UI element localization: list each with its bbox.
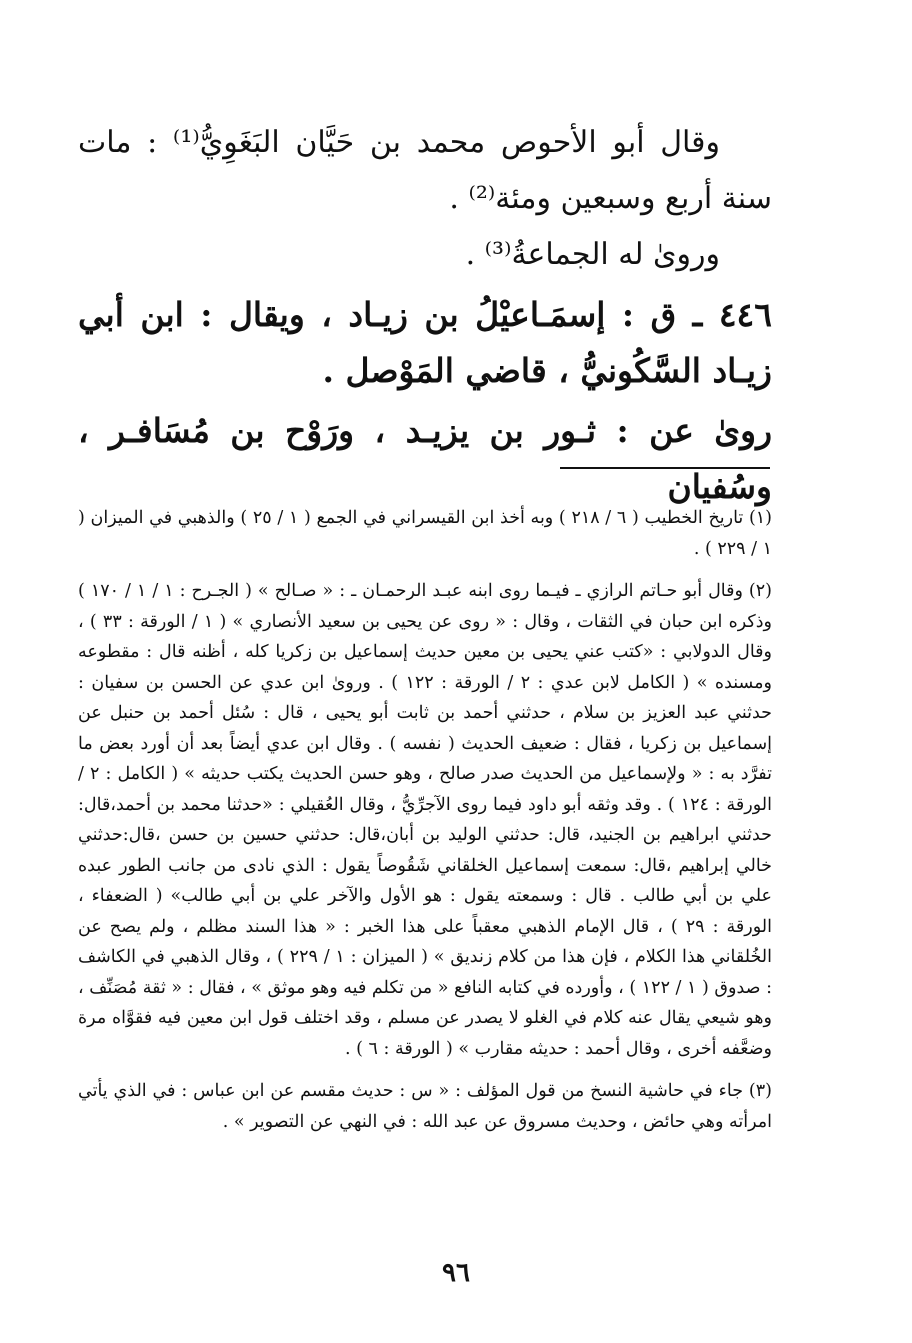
main-paragraph-3: روىٰ عن : ثـور بن يزيـد ، ورَوْح بن مُسَافـر ، وسُفيان <box>78 411 772 506</box>
main-text <box>78 115 772 515</box>
main-paragraph-2: وروىٰ له الجماعةُ⁽³⁾ . <box>465 237 720 272</box>
page-number: ٩٦ <box>442 1258 470 1288</box>
footnote-2: (٢) وقال أبو حـاتم الرازي ـ فيـما روى ابنه عبـد الرحمـان ـ : « صـالح » ( الجـرح : ١ / ١ / ١٧٠ ) وذكره ابن حبان في الثقات ، وقال : « روى عن يحيى بن سعيد الأنصاري » ( ١ / الورقة : ٣٣ ) ، وقال الدولابي : «كتب عني يحيى بن معين حديث إسماعيل بن زكريا كله ، أظنه قال : مقطوعه ومسنده » ( الكامل لابن عدي : ٢ / الورقة : ١٢٢ ) . وروىٰ ابن عدي عن الحسن بن سفيان : حدثني عبد العزيز بن سلام ، حدثني أحمد بن ثابت أبو يحيى ، قال : سُئل أحمد بن حنبل عن إسماعيل بن زكريا ، فقال : ضعيف الحديث ( نفسه ) . وقال ابن عدي أيضاً بعد أن أورد بعض ما تفرَّد به : « ولإسماعيل من الحديث صدر صالح ، وهو حسن الحديث يكتب حديثه » ( الكامل : ٢ / الورقة : ١٢٤ ) . وقد وثقه أبو داود فيما روى الآجرِّيُّ ، وقال العُقيلي : «حدثنا محمد بن أحمد،قال: حدثني ابراهيم بن الجنيد، قال: حدثني الوليد بن أبان،قال: حدثني حسين بن حسن ،قال:حدثني خالي إبراهيم ،قال: سمعت إسماعيل الخلقاني شَقُوصاً يقول : الذي نادى من جانب الطور عبده علي بن أبي طالب . قال : وسمعته يقول : هو الأول والآخر علي بن أبي طالب» ( الضعفاء ، الورقة : ٢٩ ) ، قال الإمام الذهبي معقباً على هذا الخبر : « هذا السند مظلم ، ولم يصح عن الخُلقاني هذا الكلام ، فإن هذا من كلام زنديق » ( الميزان : ١ / ٢٢٩ ) ، وقال الذهبي في الكاشف : صدوق ( ١ / ١٢٢ ) ، وأورده في كتابه النافع « من تكلم فيه وهو موثق » ، فقال : « ثقة مُصَنِّف ، وهو شيعي يقال عنه كلام في الغلو لا يصدر عن مسلم ، وقد اختلف قول ابن معين فيه فقوَّاه مرة وضعَّفه أخرى ، وقال أحمد : حديثه مقارب » ( الورقة : ٦ ) . <box>78 581 772 1059</box>
biography-entry-heading: ٤٤٦ ـ ق : إسمَـاعيْلُ بن زيـاد ، ويقال : ابن أبي زيـاد السَّكُونيُّ ، قاضي المَوْصل . <box>78 295 772 390</box>
footnote-3: (٣) جاء في حاشية النسخ من قول المؤلف : « س : حديث مقسم عن ابن عباس : في الذي يأتي امرأته وهي حائض ، وحديث مسروق عن عبد الله : في النهي عن التصوير » . <box>78 1081 772 1132</box>
main-paragraph-1: وقال أبو الأحوص محمد بن حَيَّان البَغَوِيُّ⁽¹⁾ : مات سنة أربع وسبعين ومئة⁽²⁾ . <box>78 125 772 216</box>
footnote-separator <box>560 467 770 469</box>
footnote-1: (١) تاريخ الخطيب ( ٦ / ٢١٨ ) وبه أخذ ابن القيسراني في الجمع ( ١ / ٢٥ ) والذهبي في الميزان ( ١ / ٢٢٩ ) . <box>78 508 772 559</box>
footnotes <box>78 503 772 1149</box>
